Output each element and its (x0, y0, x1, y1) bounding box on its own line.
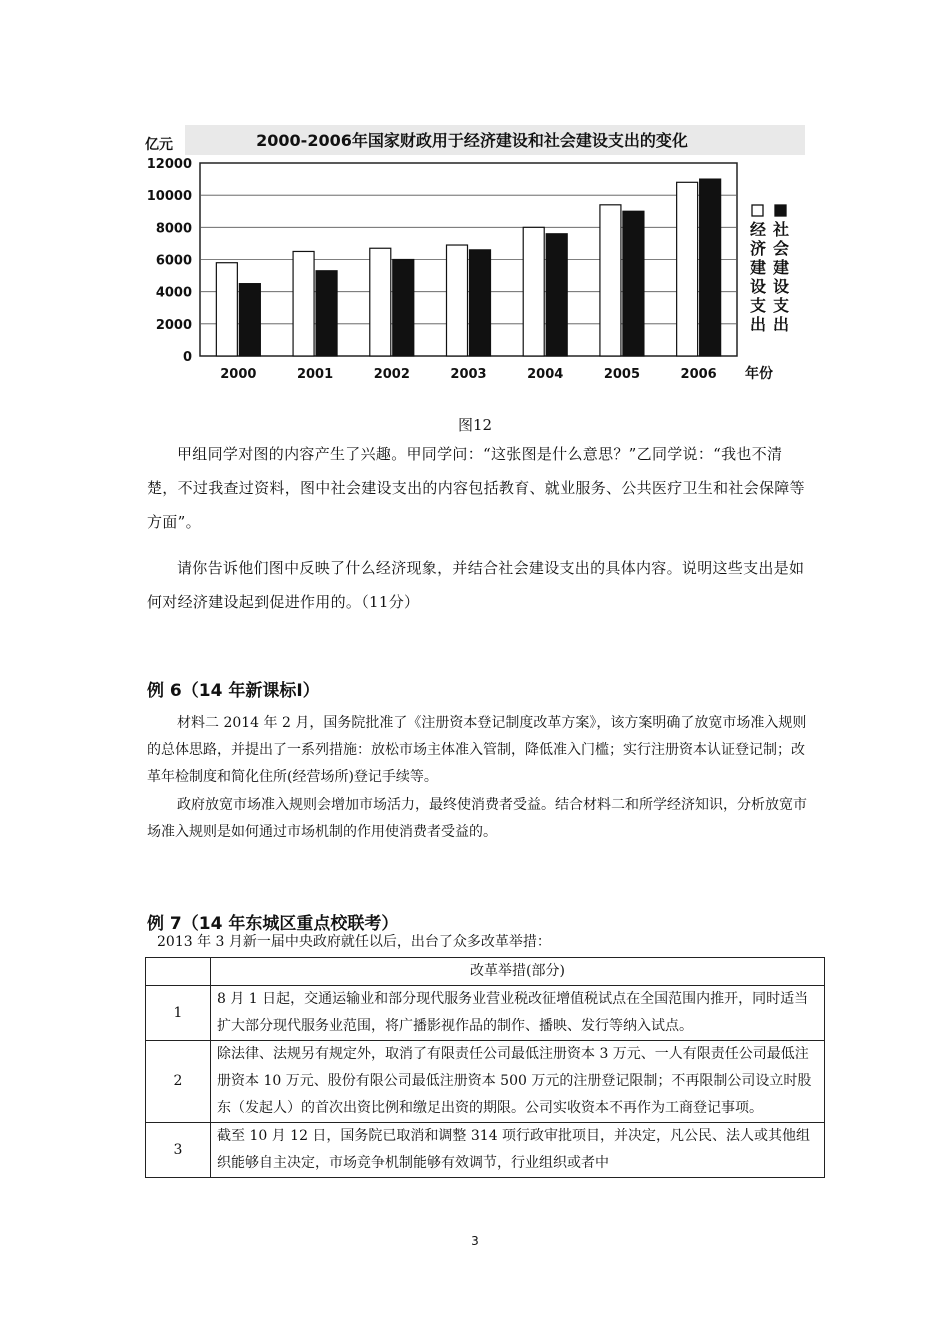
bar-chart (145, 123, 805, 388)
figure-caption: 图12 (457, 416, 493, 434)
table-header: 改革举措(部分) (211, 958, 825, 986)
bar-economic-construction (447, 245, 468, 356)
y-tick-label: 6000 (155, 253, 192, 269)
legend-label-char: 建 (772, 258, 790, 277)
legend-label-char: 社 (772, 220, 790, 239)
legend-label-char: 设 (772, 277, 790, 296)
chart-svg (145, 123, 805, 388)
question-paragraph-1: 甲组同学对图的内容产生了兴趣。甲同学问：“这张图是什么意思？”乙同学说：“我也不清楚，不过我查过资料，图中社会建设支出的内容包括教育、就业服务、公共医疗卫生和社会保障等方面”。 (147, 445, 805, 531)
table-row (146, 986, 825, 1041)
bar-economic-construction (523, 227, 544, 356)
chart-title: 2000-2006年国家财政用于经济建设和社会建设支出的变化 (256, 131, 688, 150)
y-tick-label: 8000 (155, 221, 192, 237)
question-paragraph-2: 请你告诉他们图中反映了什么经济现象，并结合社会建设支出的具体内容。说明这些支出是如何对经济建设起到促进作用的。（11分） (147, 559, 805, 611)
bar-social-construction (470, 250, 491, 356)
bar-social-construction (393, 260, 414, 357)
bar-social-construction (700, 179, 721, 356)
y-axis-label: 亿元 (145, 137, 173, 153)
page-number: 3 (471, 1234, 479, 1248)
x-tick-label: 2006 (680, 367, 717, 382)
legend-label-char: 建 (749, 258, 767, 277)
legend-swatch (752, 205, 763, 216)
legend-label-char: 支 (772, 296, 790, 315)
y-tick-label: 0 (182, 350, 192, 365)
example-7-heading: 例 7（14 年东城区重点校联考） (147, 914, 399, 934)
row-number: 2 (146, 1041, 211, 1123)
example-6-heading: 例 6（14 年新课标Ⅰ） (147, 681, 320, 701)
example-6-material: 材料二 2014 年 2 月，国务院批准了《注册资本登记制度改革方案》，该方案明确了放宽市场准入规则的总体思路，并提出了一系列措施：放松市场主体准入管制，降低准入门槛；实行注册资本认证登记制；改革年检制度和简化住所(经营场所)登记手续等。 (147, 715, 807, 785)
x-tick-label: 2003 (450, 367, 487, 382)
y-tick-label: 12000 (146, 157, 192, 172)
x-tick-label: 2002 (373, 367, 410, 382)
example-7-intro: 2013 年 3 月新一届中央政府就任以后，出台了众多改革举措： (157, 934, 551, 950)
legend-label-char: 经 (749, 220, 767, 239)
x-tick-label: 2000 (220, 367, 257, 382)
legend-swatch (775, 205, 786, 216)
example-6-question: 政府放宽市场准入规则会增加市场活力，最终使消费者受益。结合材料二和所学经济知识，分析放宽市场准入规则是如何通过市场机制的作用使消费者受益的。 (147, 797, 807, 840)
row-number: 1 (146, 986, 211, 1041)
x-tick-label: 2001 (296, 367, 334, 382)
reform-table (145, 957, 825, 1178)
table-row (146, 1041, 825, 1123)
x-tick-label: 2004 (527, 367, 564, 382)
y-tick-label: 4000 (155, 285, 192, 301)
y-tick-label: 2000 (155, 317, 192, 333)
legend-label-char: 设 (749, 277, 767, 296)
x-tick-label: 2005 (603, 367, 641, 382)
legend-label-char: 出 (749, 315, 767, 334)
y-tick-label: 10000 (146, 189, 192, 205)
table-header-row (146, 958, 825, 986)
bar-social-construction (623, 211, 644, 356)
legend-label-char: 会 (772, 239, 790, 258)
bar-economic-construction (216, 263, 237, 356)
row-text: 除法律、法规另有规定外，取消了有限责任公司最低注册资本 3 万元、一人有限责任公司最低注册资本 10 万元、股份有限公司最低注册资本 500 万元的注册登记限制；不再限制公司设立时股东（发起人）的首次出资比例和缴足出资的期限。公司实收资本不再作为工商登记事项。 (211, 1041, 825, 1123)
bar-economic-construction (677, 182, 698, 356)
bar-economic-construction (600, 205, 621, 356)
row-text: 8 月 1 日起，交通运输业和部分现代服务业营业税改征增值税试点在全国范围内推开，同时适当扩大部分现代服务业范围，将广播影视作品的制作、播映、发行等纳入试点。 (211, 986, 825, 1041)
table-header-empty (146, 958, 211, 986)
row-number: 3 (146, 1123, 211, 1178)
bar-economic-construction (293, 251, 314, 356)
bar-social-construction (239, 284, 260, 356)
bar-economic-construction (370, 248, 391, 356)
bar-social-construction (316, 271, 337, 356)
legend-label-char: 出 (772, 315, 790, 334)
table-row (146, 1123, 825, 1178)
bar-social-construction (546, 234, 567, 356)
row-text: 截至 10 月 12 日，国务院已取消和调整 314 项行政审批项目，并决定，凡公民、法人或其他组织能够自主决定，市场竞争机制能够有效调节，行业组织或者中 (211, 1123, 825, 1178)
legend-label-char: 济 (749, 239, 767, 258)
x-axis-label: 年份 (745, 366, 773, 382)
legend-label-char: 支 (749, 296, 767, 315)
